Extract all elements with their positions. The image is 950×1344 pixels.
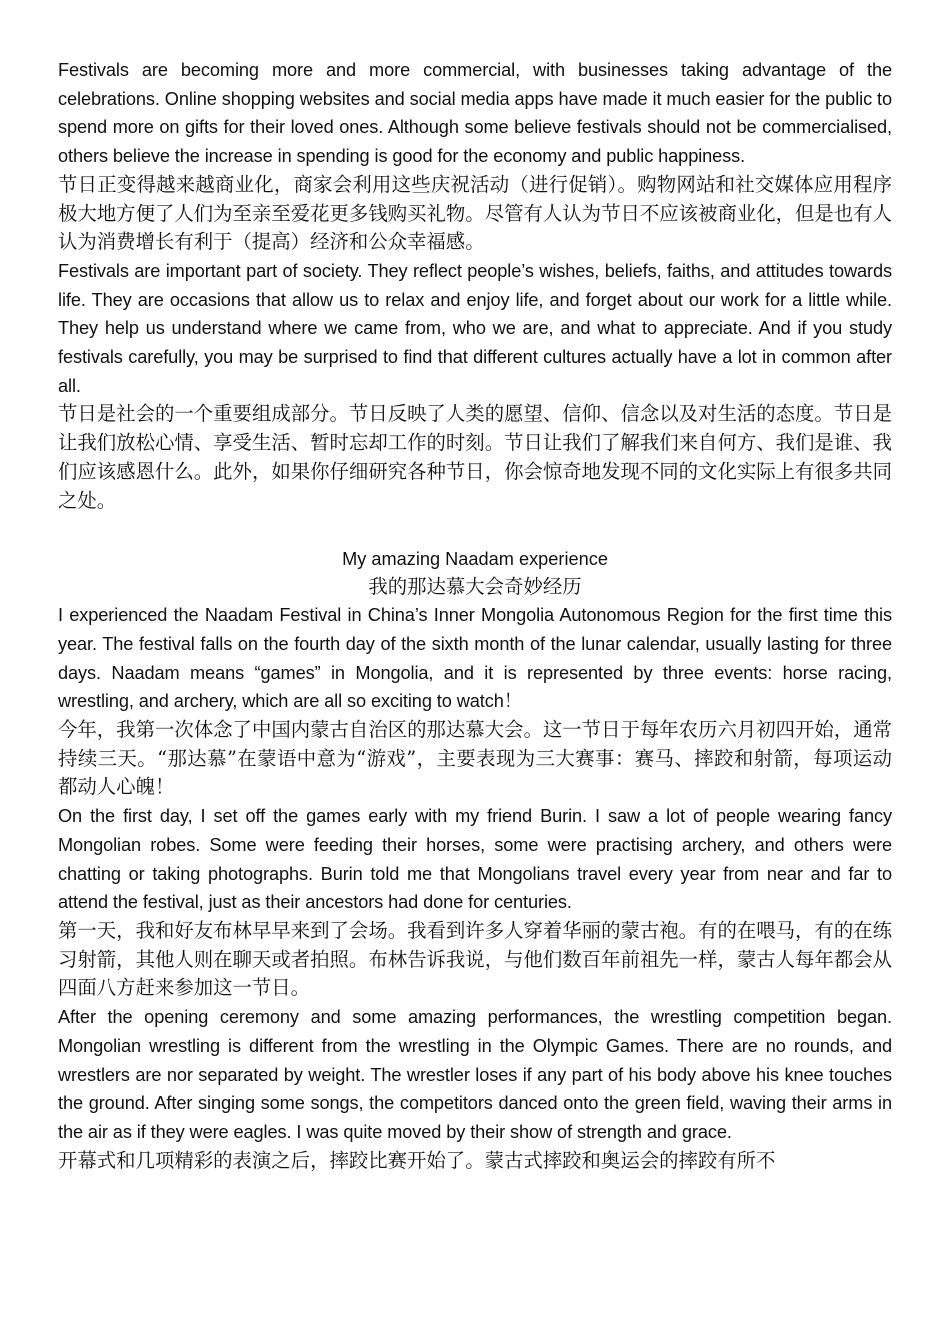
intro-paragraph-2-en: Festivals are important part of society. They reflect people’s wishes, beliefs, faiths, and attitudes towards life. They are occasions that allow us to relax and enjoy life, and forget about our work for a little while. They help us understand where we came from, who we are, and what to appreciate. And if you study festivals carefully, you may be surprised to find that different cultures actually have a lot in common after all. xyxy=(58,260,892,396)
article-paragraph-1-en: I experienced the Naadam Festival in China’s Inner Mongolia Autonomous Region for the first time this year. The festival falls on the fourth day of the sixth month of the lunar calendar, usually lasting for three days. Naadam means “games” in Mongolia, and it is represented by three events: horse racing, wrestling, and archery, which are all so exciting to watch！ xyxy=(58,605,892,712)
article-paragraph-2-zh: 第一天，我和好友布林早早来到了会场。我看到许多人穿着华丽的蒙古袍。有的在喂马，有的在练习射箭，其他人则在聊天或者拍照。布林告诉我说，与他们数百年前祖先一样，蒙古人每年都会从四面八方赶来参加这一节日。 xyxy=(58,918,892,1000)
article-title-en: My amazing Naadam experience xyxy=(342,549,608,570)
section-gap xyxy=(58,515,892,545)
article-paragraph-1-zh: 今年，我第一次体念了中国内蒙古自治区的那达慕大会。这一节日于每年农历六月初四开始，通常持续三天。“那达慕”在蒙语中意为“游戏”，主要表现为三大赛事：赛马、摔跤和射箭，每项运动都动人心魄！ xyxy=(58,718,892,799)
article-title-zh: 我的那达慕大会奇妙经历 xyxy=(368,575,582,599)
article-paragraph-2-en: On the first day, I set off the games early with my friend Burin. I saw a lot of people wearing fancy Mongolian robes. Some were feeding their horses, some were practising archery, and others were chatting or taking photographs. Burin told me that Mongolians travel every year from near and far to attend the festival, just as their ancestors had done for centuries. xyxy=(58,806,892,913)
document-page xyxy=(58,56,892,1175)
article-paragraph-3-zh: 开幕式和几项精彩的表演之后，摔跤比赛开始了。蒙古式摔跤和奥运会的摔跤有所不 xyxy=(58,1148,776,1172)
intro-paragraph-1-en: Festivals are becoming more and more commercial, with businesses taking advantage of the celebrations. Online shopping websites and social media apps have made it much easier for the public to spend more on gifts for their loved ones. Although some believe festivals should not be commercialised, others believe the increase in spending is good for the economy and public happiness. xyxy=(58,60,892,167)
intro-paragraph-1-zh: 节日正变得越来越商业化，商家会利用这些庆祝活动（进行促销）。购物网站和社交媒体应用程序极大地方便了人们为至亲至爱花更多钱购买礼物。尽管有人认为节日不应该被商业化，但是也有人认为消费增长有利于（提高）经济和公众幸福感。 xyxy=(58,172,892,254)
intro-paragraph-2-zh: 节日是社会的一个重要组成部分。节日反映了人类的愿望、信仰、信念以及对生活的态度。节日是让我们放松心情、享受生活、暂时忘却工作的时刻。节日让我们了解我们来自何方、我们是谁、我们应该感恩什么。此外，如果你仔细研究各种节日，你会惊奇地发现不同的文化实际上有很多共同之处。 xyxy=(58,402,892,512)
article-paragraph-3-en: After the opening ceremony and some amazing performances, the wrestling competition began. Mongolian wrestling is different from the wrestling in the Olympic Games. There are no rounds, and wrestlers are nor separated by weight. The wrestler loses if any part of his body above his knee touches the ground. After singing some songs, the competitors danced onto the green field, waving their arms in the air as if they were eagles. I was quite moved by their show of strength and grace. xyxy=(58,1007,892,1142)
